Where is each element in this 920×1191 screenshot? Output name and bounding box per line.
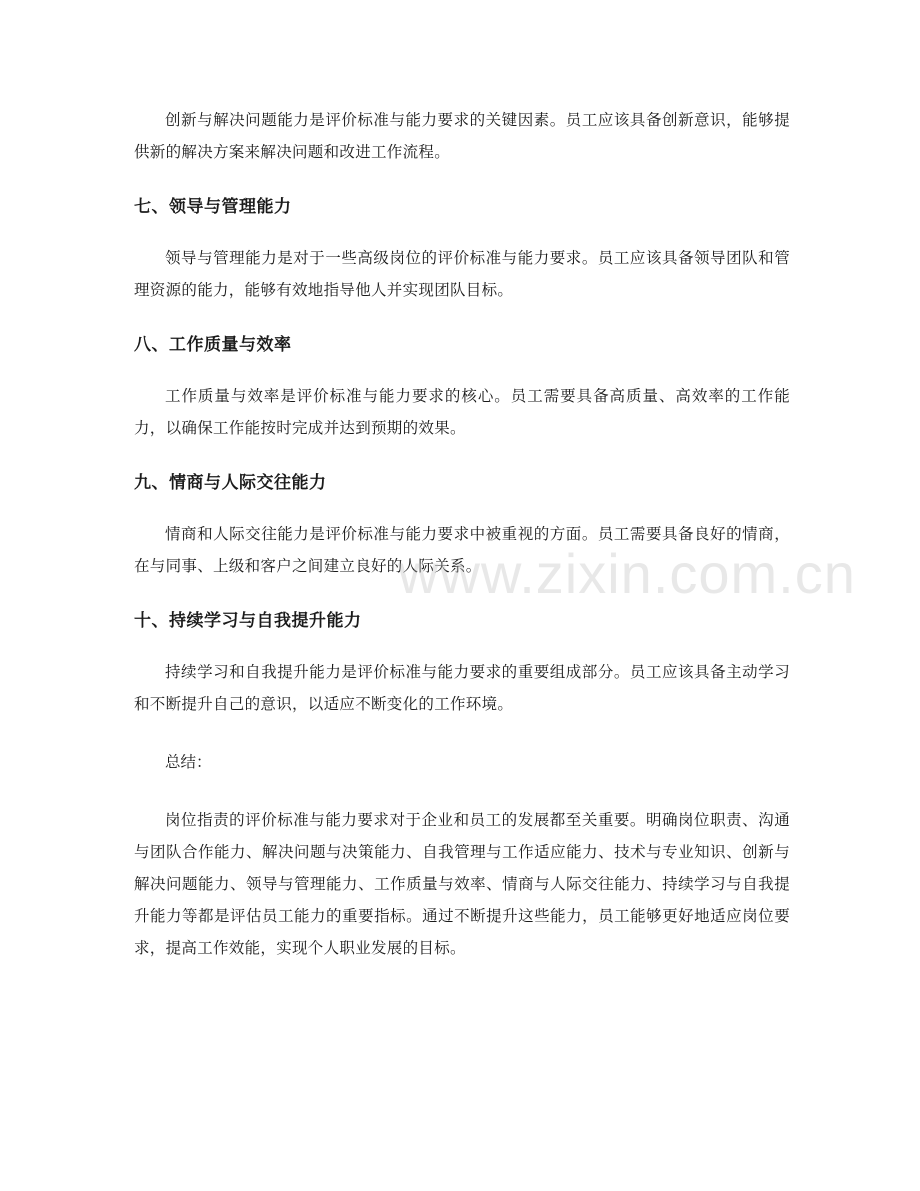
section-heading-eq: 九、情商与人际交往能力 xyxy=(134,473,327,493)
section-heading-quality: 八、工作质量与效率 xyxy=(134,335,292,355)
paragraph-leadership: 领导与管理能力是对于一些高级岗位的评价标准与能力要求。员工应该具备领导团队和管理资源的能力，能够有效地指导他人并实现团队目标。 xyxy=(134,249,790,299)
paragraph-summary: 岗位指责的评价标准与能力要求对于企业和员工的发展都至关重要。明确岗位职责、沟通与团队合作能力、解决问题与决策能力、自我管理与工作适应能力、技术与专业知识、创新与解决问题能力、领导与管理能力、工作质量与效率、情商与人际交往能力、持续学习与自我提升能力等都是评估员工能力的重要指标。通过不断提升这些能力，员工能够更好地适应岗位要求，提高工作效能，实现个人职业发展的目标。 xyxy=(134,811,790,957)
paragraph-eq: 情商和人际交往能力是评价标准与能力要求中被重视的方面。员工需要具备良好的情商，在与同事、上级和客户之间建立良好的人际关系。 xyxy=(134,525,790,575)
paragraph-innovation: 创新与解决问题能力是评价标准与能力要求的关键因素。员工应该具备创新意识，能够提供新的解决方案来解决问题和改进工作流程。 xyxy=(134,111,790,161)
summary-label: 总结： xyxy=(165,753,212,771)
watermark: www.zixin.com.cn xyxy=(398,542,856,605)
section-heading-leadership: 七、领导与管理能力 xyxy=(134,197,292,217)
paragraph-quality: 工作质量与效率是评价标准与能力要求的核心。员工需要具备高质量、高效率的工作能力，以确保工作能按时完成并达到预期的效果。 xyxy=(134,387,790,437)
paragraph-learning: 持续学习和自我提升能力是评价标准与能力要求的重要组成部分。员工应该具备主动学习和不断提升自己的意识，以适应不断变化的工作环境。 xyxy=(134,663,790,713)
section-heading-learning: 十、持续学习与自我提升能力 xyxy=(134,611,362,631)
document-body xyxy=(134,104,856,990)
